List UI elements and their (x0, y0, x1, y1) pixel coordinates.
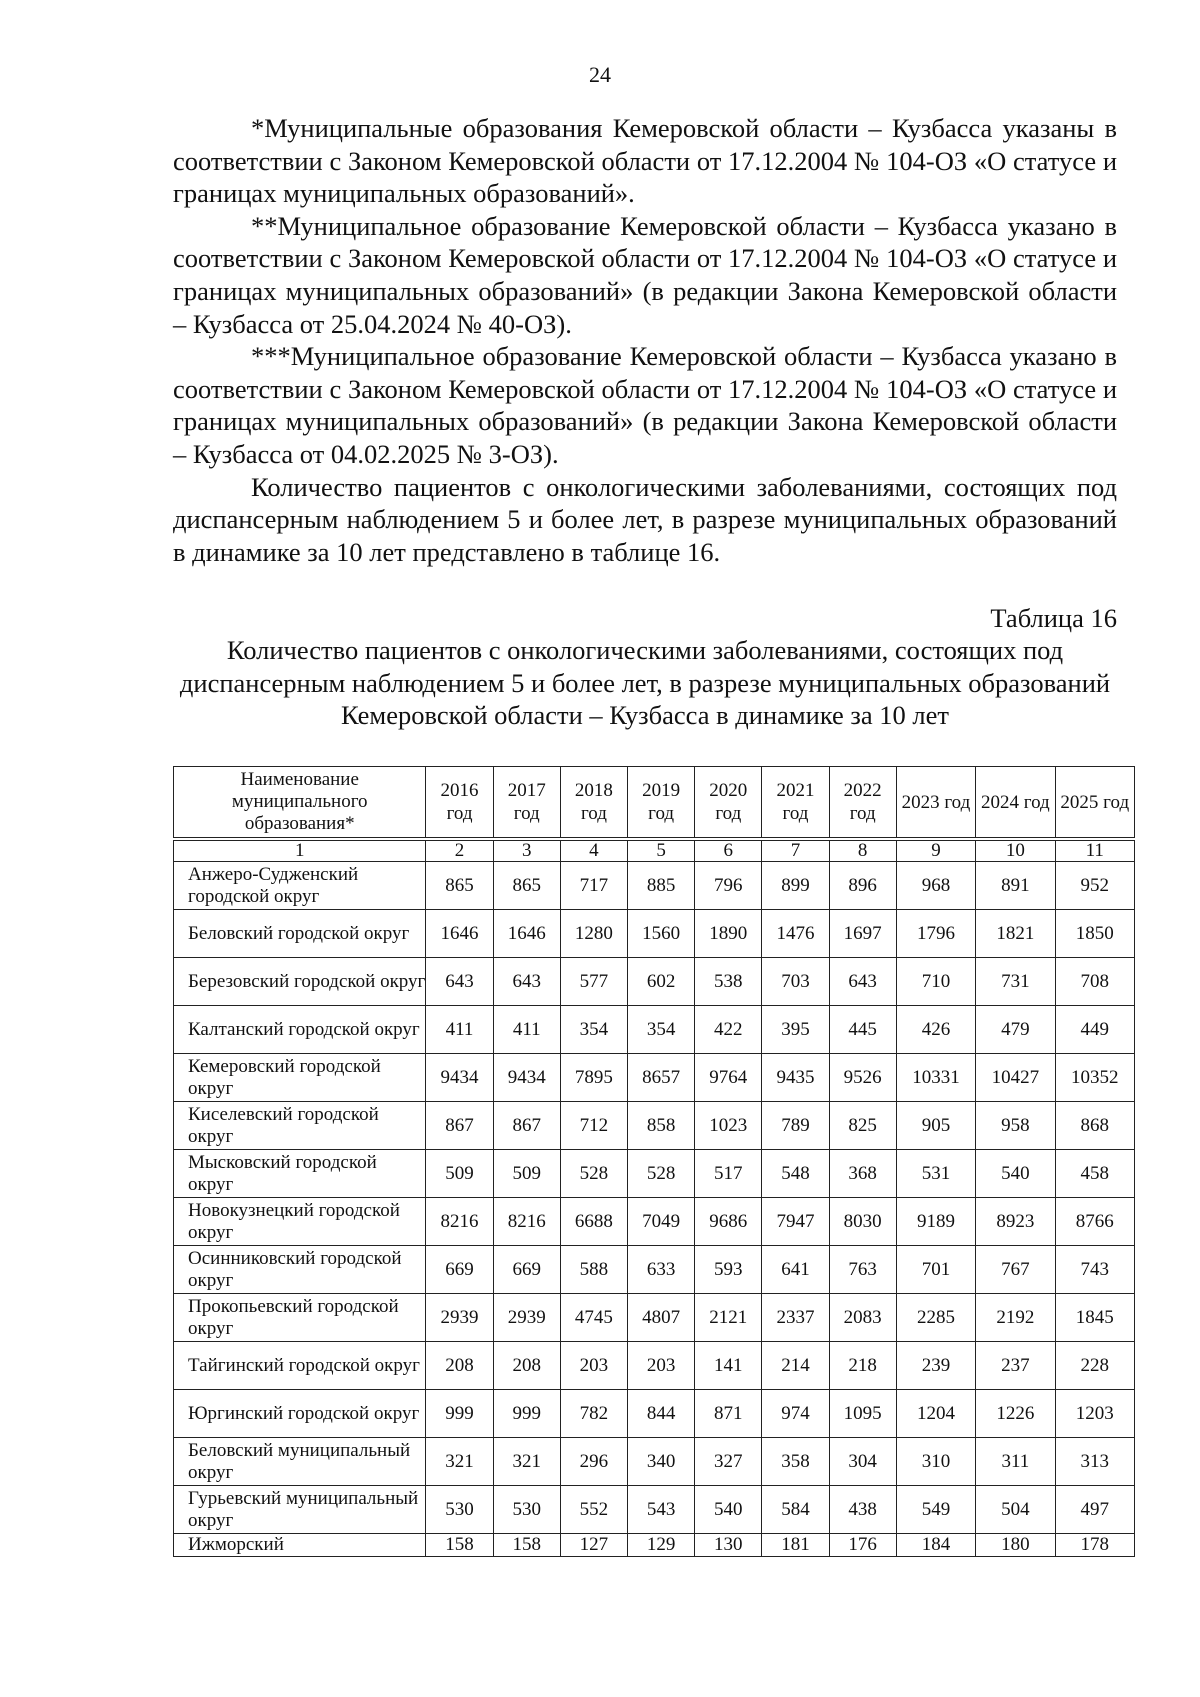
value-cell: 7947 (762, 1198, 829, 1246)
value-cell: 327 (695, 1438, 762, 1486)
header-year: 2024 год (976, 767, 1055, 838)
table-header-row (174, 767, 1135, 838)
value-cell: 588 (560, 1246, 627, 1294)
table-row (174, 1006, 1135, 1054)
value-cell: 239 (896, 1342, 975, 1390)
municipality-name-cell: Беловский муниципальный округ (174, 1438, 426, 1486)
municipality-name-cell: Юргинский городской округ (174, 1390, 426, 1438)
value-cell: 184 (896, 1534, 975, 1557)
intro-paragraph: Количество пациентов с онкологическими заболеваниями, состоящих под диспансерным наблюдением 5 и более лет, в разрезе муниципальных образований в динамике за 10 лет представлено в таблице 16. (173, 471, 1117, 567)
value-cell: 158 (493, 1534, 560, 1557)
value-cell: 593 (695, 1246, 762, 1294)
value-cell: 789 (762, 1102, 829, 1150)
value-cell: 2121 (695, 1294, 762, 1342)
value-cell: 2083 (829, 1294, 896, 1342)
municipality-name-cell: Ижморский (174, 1534, 426, 1557)
value-cell: 8030 (829, 1198, 896, 1246)
value-cell: 867 (426, 1102, 493, 1150)
value-cell: 509 (426, 1150, 493, 1198)
value-cell: 1204 (896, 1390, 975, 1438)
value-cell: 517 (695, 1150, 762, 1198)
value-cell: 8216 (426, 1198, 493, 1246)
value-cell: 321 (426, 1438, 493, 1486)
value-cell: 2939 (493, 1294, 560, 1342)
value-cell: 641 (762, 1246, 829, 1294)
value-cell: 669 (493, 1246, 560, 1294)
value-cell: 896 (829, 862, 896, 910)
table-row (174, 1246, 1135, 1294)
table-row (174, 862, 1135, 910)
value-cell: 8216 (493, 1198, 560, 1246)
value-cell: 968 (896, 862, 975, 910)
table-row (174, 1438, 1135, 1486)
value-cell: 865 (493, 862, 560, 910)
value-cell: 885 (628, 862, 695, 910)
value-cell: 509 (493, 1150, 560, 1198)
value-cell: 868 (1055, 1102, 1134, 1150)
value-cell: 538 (695, 958, 762, 1006)
value-cell: 9434 (493, 1054, 560, 1102)
value-cell: 858 (628, 1102, 695, 1150)
value-cell: 304 (829, 1438, 896, 1486)
value-cell: 10331 (896, 1054, 975, 1102)
value-cell: 540 (976, 1150, 1055, 1198)
value-cell: 1095 (829, 1390, 896, 1438)
value-cell: 313 (1055, 1438, 1134, 1486)
value-cell: 158 (426, 1534, 493, 1557)
value-cell: 871 (695, 1390, 762, 1438)
value-cell: 584 (762, 1486, 829, 1534)
municipality-name-cell: Тайгинский городской округ (174, 1342, 426, 1390)
value-cell: 891 (976, 862, 1055, 910)
footnote-paragraph-2: **Муниципальное образование Кемеровской области – Кузбасса указано в соответствии с Законом Кемеровской области от 17.12.2004 № 104-ОЗ «О статусе и границах муниципальных образований» (в редакции Закона Кемеровской области – Кузбасса от 25.04.2024 № 40-ОЗ). (173, 210, 1117, 339)
value-cell: 825 (829, 1102, 896, 1150)
value-cell: 458 (1055, 1150, 1134, 1198)
value-cell: 208 (493, 1342, 560, 1390)
value-cell: 1845 (1055, 1294, 1134, 1342)
header-year: 2019 год (628, 767, 695, 838)
value-cell: 958 (976, 1102, 1055, 1150)
value-cell: 999 (426, 1390, 493, 1438)
value-cell: 796 (695, 862, 762, 910)
value-cell: 141 (695, 1342, 762, 1390)
value-cell: 2192 (976, 1294, 1055, 1342)
value-cell: 129 (628, 1534, 695, 1557)
table-row (174, 1102, 1135, 1150)
value-cell: 1280 (560, 910, 627, 958)
value-cell: 395 (762, 1006, 829, 1054)
value-cell: 2939 (426, 1294, 493, 1342)
value-cell: 1646 (426, 910, 493, 958)
value-cell: 218 (829, 1342, 896, 1390)
municipality-name-cell: Прокопьевский городской округ (174, 1294, 426, 1342)
column-number-cell: 6 (695, 841, 762, 862)
value-cell: 340 (628, 1438, 695, 1486)
value-cell: 237 (976, 1342, 1055, 1390)
value-cell: 528 (560, 1150, 627, 1198)
table-row (174, 958, 1135, 1006)
value-cell: 8923 (976, 1198, 1055, 1246)
value-cell: 577 (560, 958, 627, 1006)
table-title: Количество пациентов с онкологическими заболеваниями, состоящих под диспансерным наблюдением 5 и более лет, в разрезе муниципальных образований Кемеровской области – Кузбасса в динамике за 10 лет (179, 635, 1111, 731)
value-cell: 743 (1055, 1246, 1134, 1294)
value-cell: 7049 (628, 1198, 695, 1246)
value-cell: 952 (1055, 862, 1134, 910)
header-year: 2025 год (1055, 767, 1134, 838)
value-cell: 9189 (896, 1198, 975, 1246)
value-cell: 358 (762, 1438, 829, 1486)
value-cell: 311 (976, 1438, 1055, 1486)
value-cell: 203 (628, 1342, 695, 1390)
column-number-cell: 4 (560, 841, 627, 862)
table-body (174, 838, 1135, 1557)
table-row (174, 1534, 1135, 1557)
value-cell: 9686 (695, 1198, 762, 1246)
value-cell: 905 (896, 1102, 975, 1150)
value-cell: 422 (695, 1006, 762, 1054)
value-cell: 643 (493, 958, 560, 1006)
municipality-name-cell: Новокузнецкий городской округ (174, 1198, 426, 1246)
value-cell: 1697 (829, 910, 896, 958)
value-cell: 530 (493, 1486, 560, 1534)
value-cell: 530 (426, 1486, 493, 1534)
value-cell: 1850 (1055, 910, 1134, 958)
column-number-cell: 11 (1055, 841, 1134, 862)
value-cell: 411 (426, 1006, 493, 1054)
header-year: 2018 год (560, 767, 627, 838)
value-cell: 717 (560, 862, 627, 910)
value-cell: 181 (762, 1534, 829, 1557)
value-cell: 1646 (493, 910, 560, 958)
value-cell: 1821 (976, 910, 1055, 958)
value-cell: 9526 (829, 1054, 896, 1102)
column-number-row (174, 841, 1135, 862)
municipality-name-cell: Кемеровский городской округ (174, 1054, 426, 1102)
value-cell: 703 (762, 958, 829, 1006)
column-number-cell: 5 (628, 841, 695, 862)
value-cell: 368 (829, 1150, 896, 1198)
value-cell: 438 (829, 1486, 896, 1534)
municipality-name-cell: Мысковский городской округ (174, 1150, 426, 1198)
value-cell: 479 (976, 1006, 1055, 1054)
value-cell: 643 (829, 958, 896, 1006)
municipality-name-cell: Киселевский городской округ (174, 1102, 426, 1150)
table-label: Таблица 16 (990, 603, 1117, 633)
municipality-name-cell: Осинниковский городской округ (174, 1246, 426, 1294)
value-cell: 543 (628, 1486, 695, 1534)
value-cell: 867 (493, 1102, 560, 1150)
value-cell: 130 (695, 1534, 762, 1557)
value-cell: 8657 (628, 1054, 695, 1102)
value-cell: 633 (628, 1246, 695, 1294)
value-cell: 497 (1055, 1486, 1134, 1534)
table-row (174, 1150, 1135, 1198)
municipality-name-cell: Березовский городской округ (174, 958, 426, 1006)
value-cell: 228 (1055, 1342, 1134, 1390)
municipality-name-cell: Гурьевский муниципальный округ (174, 1486, 426, 1534)
value-cell: 180 (976, 1534, 1055, 1557)
data-table (173, 766, 1135, 1557)
value-cell: 504 (976, 1486, 1055, 1534)
value-cell: 296 (560, 1438, 627, 1486)
value-cell: 354 (628, 1006, 695, 1054)
value-cell: 9764 (695, 1054, 762, 1102)
header-name: Наименование муниципального образования* (174, 767, 426, 838)
value-cell: 1023 (695, 1102, 762, 1150)
header-year: 2023 год (896, 767, 975, 838)
value-cell: 767 (976, 1246, 1055, 1294)
table-row (174, 1486, 1135, 1534)
value-cell: 445 (829, 1006, 896, 1054)
value-cell: 9434 (426, 1054, 493, 1102)
value-cell: 731 (976, 958, 1055, 1006)
value-cell: 782 (560, 1390, 627, 1438)
value-cell: 1796 (896, 910, 975, 958)
value-cell: 540 (695, 1486, 762, 1534)
table-row (174, 1294, 1135, 1342)
value-cell: 6688 (560, 1198, 627, 1246)
header-year: 2022 год (829, 767, 896, 838)
body-text (173, 112, 1117, 568)
value-cell: 763 (829, 1246, 896, 1294)
value-cell: 710 (896, 958, 975, 1006)
value-cell: 321 (493, 1438, 560, 1486)
value-cell: 701 (896, 1246, 975, 1294)
table-container (173, 766, 1135, 1557)
page-number: 24 (589, 62, 611, 87)
value-cell: 531 (896, 1150, 975, 1198)
value-cell: 1890 (695, 910, 762, 958)
value-cell: 10352 (1055, 1054, 1134, 1102)
value-cell: 643 (426, 958, 493, 1006)
value-cell: 552 (560, 1486, 627, 1534)
column-number-cell: 3 (493, 841, 560, 862)
column-number-cell: 8 (829, 841, 896, 862)
value-cell: 4807 (628, 1294, 695, 1342)
column-number-cell: 9 (896, 841, 975, 862)
column-number-cell: 1 (174, 841, 426, 862)
header-year: 2017 год (493, 767, 560, 838)
value-cell: 178 (1055, 1534, 1134, 1557)
column-number-cell: 10 (976, 841, 1055, 862)
value-cell: 974 (762, 1390, 829, 1438)
table-row (174, 1390, 1135, 1438)
value-cell: 4745 (560, 1294, 627, 1342)
table-row (174, 1198, 1135, 1246)
value-cell: 1560 (628, 910, 695, 958)
value-cell: 602 (628, 958, 695, 1006)
footnote-paragraph-1: *Муниципальные образования Кемеровской области – Кузбасса указаны в соответствии с Законом Кемеровской области от 17.12.2004 № 104-ОЗ «О статусе и границах муниципальных образований». (173, 113, 1117, 209)
footnote-paragraph-3: ***Муниципальное образование Кемеровской области – Кузбасса указано в соответствии с Законом Кемеровской области от 17.12.2004 № 104-ОЗ «О статусе и границах муниципальных образований» (в редакции Закона Кемеровской области – Кузбасса от 04.02.2025 № 3-ОЗ). (173, 341, 1117, 469)
value-cell: 712 (560, 1102, 627, 1150)
municipality-name-cell: Анжеро-Судженский городской округ (174, 862, 426, 910)
value-cell: 844 (628, 1390, 695, 1438)
value-cell: 548 (762, 1150, 829, 1198)
value-cell: 669 (426, 1246, 493, 1294)
table-row (174, 1342, 1135, 1390)
value-cell: 354 (560, 1006, 627, 1054)
value-cell: 528 (628, 1150, 695, 1198)
value-cell: 8766 (1055, 1198, 1134, 1246)
value-cell: 999 (493, 1390, 560, 1438)
value-cell: 2337 (762, 1294, 829, 1342)
value-cell: 449 (1055, 1006, 1134, 1054)
column-number-cell: 7 (762, 841, 829, 862)
value-cell: 1476 (762, 910, 829, 958)
value-cell: 176 (829, 1534, 896, 1557)
value-cell: 426 (896, 1006, 975, 1054)
value-cell: 7895 (560, 1054, 627, 1102)
value-cell: 9435 (762, 1054, 829, 1102)
value-cell: 1203 (1055, 1390, 1134, 1438)
value-cell: 214 (762, 1342, 829, 1390)
header-year: 2020 год (695, 767, 762, 838)
table-row (174, 1054, 1135, 1102)
municipality-name-cell: Беловский городской округ (174, 910, 426, 958)
value-cell: 411 (493, 1006, 560, 1054)
header-year: 2016 год (426, 767, 493, 838)
value-cell: 865 (426, 862, 493, 910)
column-number-cell: 2 (426, 841, 493, 862)
value-cell: 208 (426, 1342, 493, 1390)
municipality-name-cell: Калтанский городской округ (174, 1006, 426, 1054)
value-cell: 203 (560, 1342, 627, 1390)
header-year: 2021 год (762, 767, 829, 838)
value-cell: 127 (560, 1534, 627, 1557)
table-row (174, 910, 1135, 958)
value-cell: 708 (1055, 958, 1134, 1006)
value-cell: 10427 (976, 1054, 1055, 1102)
value-cell: 2285 (896, 1294, 975, 1342)
value-cell: 549 (896, 1486, 975, 1534)
value-cell: 899 (762, 862, 829, 910)
value-cell: 310 (896, 1438, 975, 1486)
value-cell: 1226 (976, 1390, 1055, 1438)
